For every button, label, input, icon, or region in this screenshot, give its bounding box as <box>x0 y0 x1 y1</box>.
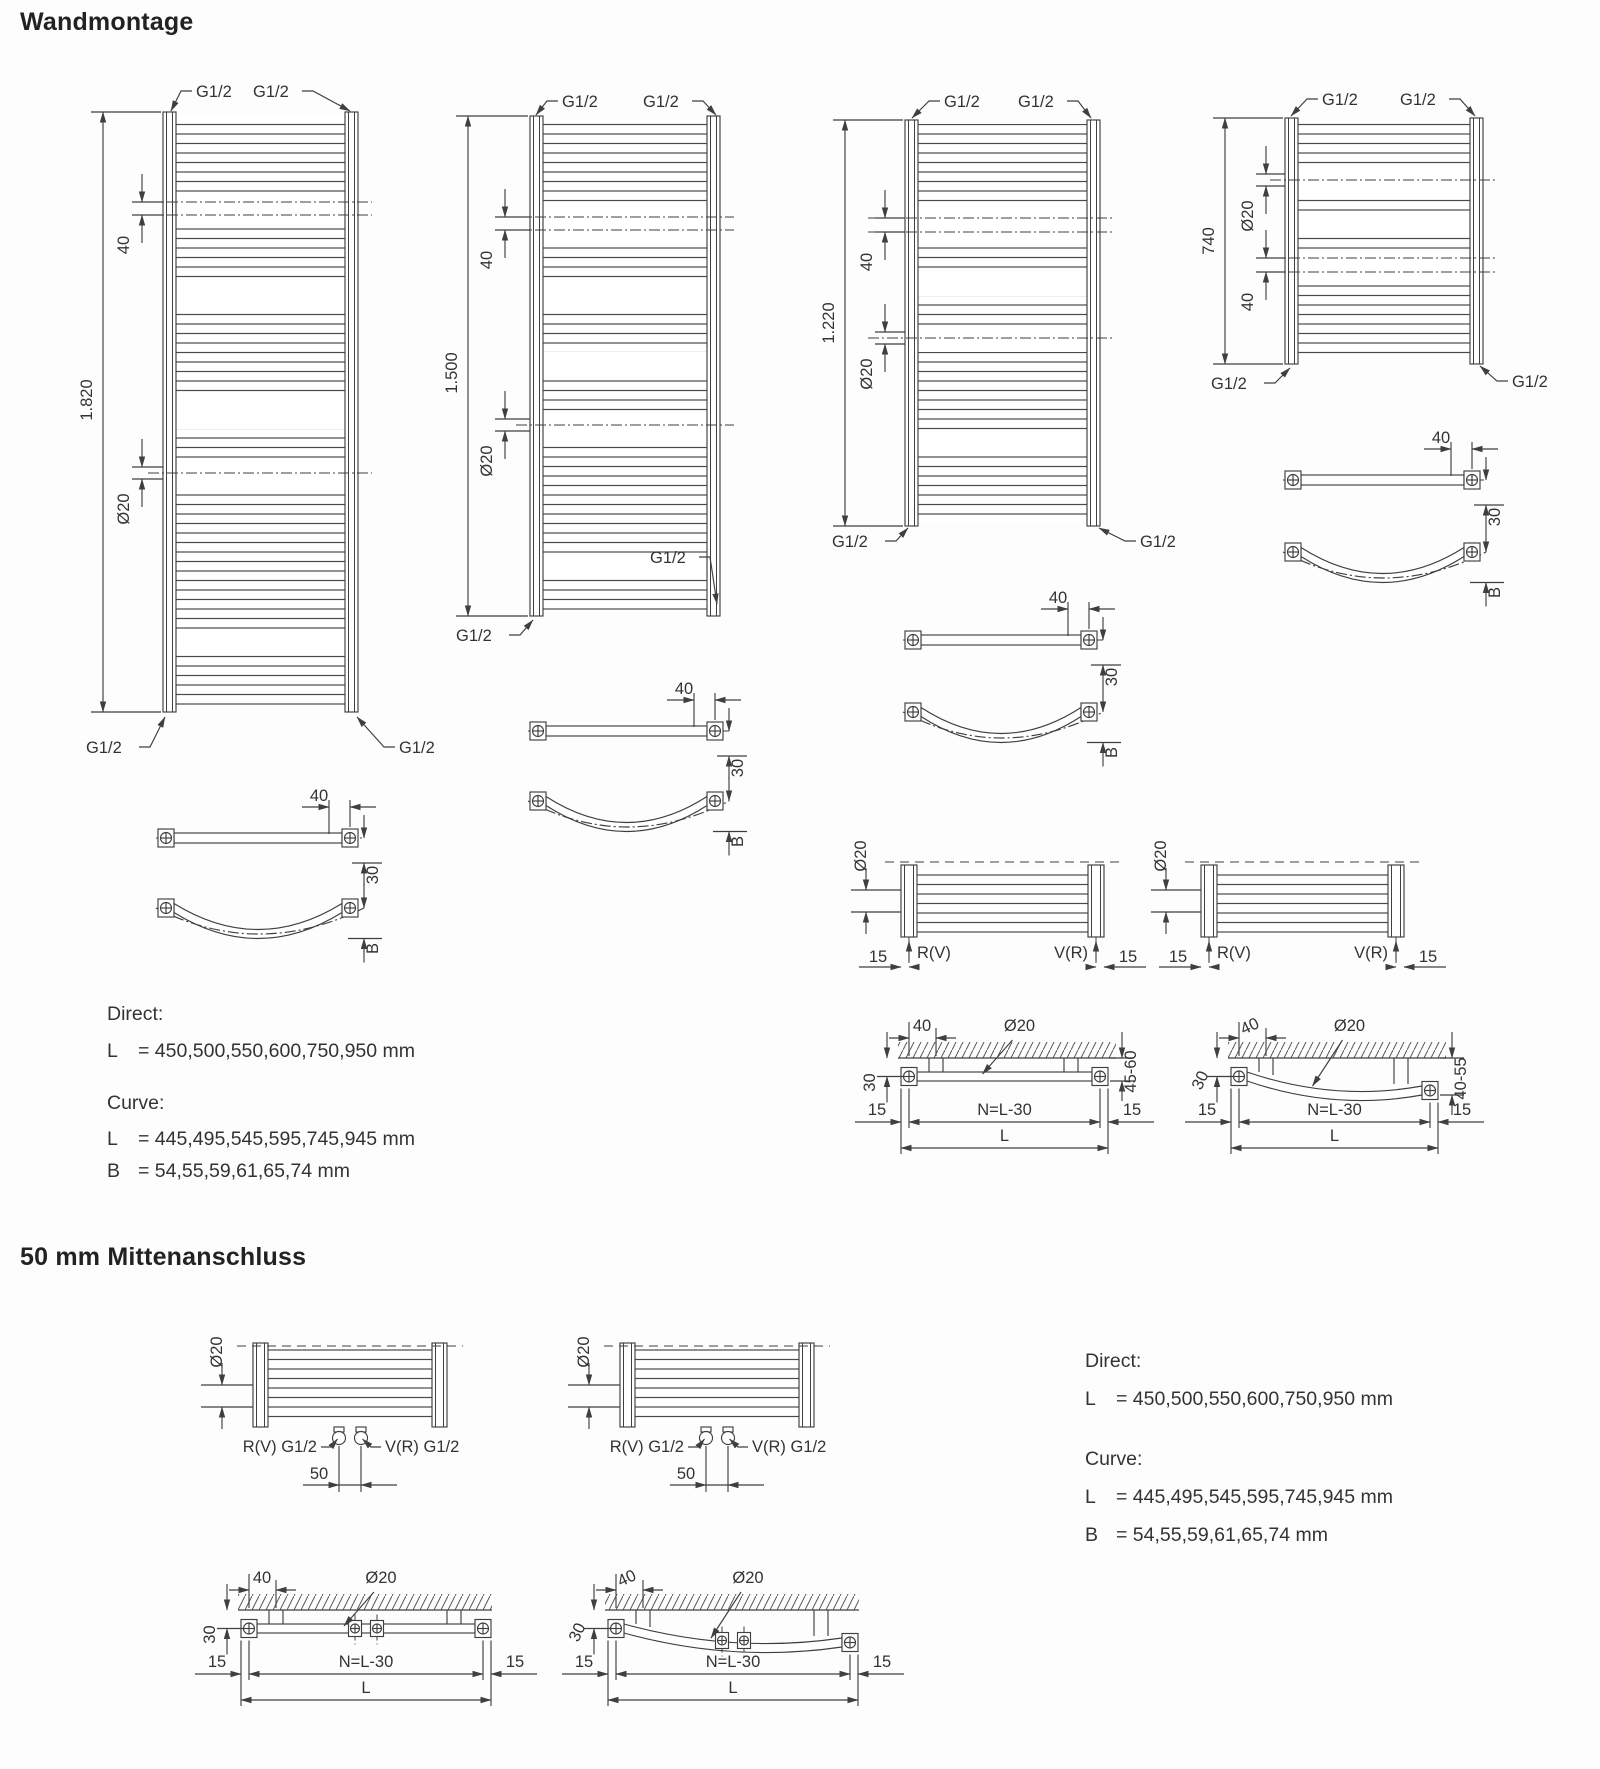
dim-label: Ø20 <box>1152 840 1170 872</box>
tube-gap <box>918 209 1087 243</box>
dim-label: 30 <box>201 1625 219 1644</box>
center-connection-side-curve <box>562 1566 904 1706</box>
return-label: R(V) <box>917 944 951 962</box>
dim-label: 15 <box>505 1653 525 1671</box>
dim-label: 15 <box>1122 1101 1142 1119</box>
spec-curve-length <box>1085 1486 1393 1509</box>
section-title-wall-mount: Wandmontage <box>20 8 194 36</box>
collector-post <box>901 865 917 937</box>
connection-label: G1/2 <box>1512 373 1548 391</box>
spec-curve-bow <box>1085 1524 1328 1547</box>
radiator-front-1820 <box>78 83 435 757</box>
collector-post <box>530 116 543 616</box>
spec-direct-title: Direct: <box>107 1003 164 1025</box>
radiator-tubes <box>1298 122 1470 360</box>
connection-label: G1/2 <box>1140 533 1176 551</box>
dim-label: 30 <box>364 865 382 885</box>
connection-label: G1/2 <box>1018 93 1054 111</box>
dim-label: 40 <box>912 1017 932 1035</box>
dim-label: Ø20 <box>1003 1017 1036 1035</box>
center-connection-top-curve <box>568 1336 830 1492</box>
connection-leader <box>1067 101 1091 118</box>
section-title-center-connection: 50 mm Mittenanschluss <box>20 1243 307 1271</box>
dim-label: 30 <box>1103 667 1121 687</box>
dim-label: Ø20 <box>478 445 496 477</box>
spec-value: = 445,495,545,595,745,945 mm <box>138 1128 416 1150</box>
collector-post <box>1470 118 1483 364</box>
connection-leader <box>139 717 165 747</box>
collector-post <box>1285 118 1298 364</box>
connection-label: G1/2 <box>944 93 980 111</box>
height-label: 1.220 <box>820 302 838 344</box>
height-label: 1.500 <box>443 352 461 394</box>
connection-label: G1/2 <box>1211 375 1247 393</box>
connection-leader <box>1291 99 1318 116</box>
length-dim-label: L <box>361 1679 371 1697</box>
spec-key: L <box>1085 1388 1096 1410</box>
connection-label: G1/2 <box>196 83 232 101</box>
tube-gap <box>543 352 707 380</box>
dim-label: Ø20 <box>852 840 870 872</box>
dim-label: 40 <box>1239 292 1257 312</box>
dim-label: 15 <box>207 1653 227 1671</box>
connection-leader <box>536 101 558 115</box>
bow-dim-label: B <box>1486 586 1504 599</box>
tube-gap <box>1298 214 1470 232</box>
collector-detail-direct <box>851 840 1146 967</box>
supply-label: V(R) <box>1054 944 1088 962</box>
pipe <box>917 1072 1092 1081</box>
collector-post <box>253 1343 268 1427</box>
tube-curved <box>921 708 1081 743</box>
bow-dim-label: B <box>729 835 747 848</box>
supply-label: V(R) <box>1354 944 1388 962</box>
center-connection-side-direct <box>195 1569 537 1706</box>
dim-label: Ø20 <box>1239 200 1257 232</box>
tube-gap <box>1298 249 1470 281</box>
side-view-curve <box>1185 1014 1484 1154</box>
radiator-tubes <box>918 124 1087 522</box>
n-dim-label: N=L-30 <box>338 1653 394 1671</box>
dim-label: Ø20 <box>858 358 876 390</box>
tube-curved <box>1301 548 1464 583</box>
collector-detail-curve <box>1151 840 1446 967</box>
dim-label: 15 <box>574 1653 594 1671</box>
tube-top-views-1820 <box>156 787 382 963</box>
connection-leader <box>1264 368 1290 383</box>
dim-label: 15 <box>868 948 888 966</box>
dim-label: 50 <box>309 1465 329 1483</box>
connection-leader <box>302 91 350 111</box>
dim-label: 15 <box>1452 1101 1472 1119</box>
connection-label: G1/2 <box>1400 91 1436 109</box>
tube-straight <box>1301 475 1464 485</box>
height-label: 1.820 <box>78 379 96 421</box>
connection-leader <box>885 528 908 541</box>
dim-label: Ø20 <box>575 1336 593 1368</box>
spec-curve-bow <box>107 1160 350 1183</box>
tube-top-views-740 <box>1283 429 1504 607</box>
tube-curved <box>174 904 342 939</box>
dim-label: Ø20 <box>732 1569 764 1587</box>
tube-top-views-1220 <box>903 589 1121 767</box>
radiator-tubes <box>635 1348 799 1422</box>
tube-curved <box>546 797 707 832</box>
connection-label: G1/2 <box>650 549 686 567</box>
tube-gap <box>176 634 345 651</box>
spec-value: = 54,55,59,61,65,74 mm <box>1116 1524 1328 1546</box>
connection-leader <box>1449 99 1475 116</box>
spec-value: = 450,500,550,600,750,950 mm <box>138 1040 416 1062</box>
radiator-front-1500 <box>443 93 734 645</box>
dim-label: 40 <box>614 1566 640 1591</box>
spec-direct-length <box>1085 1388 1393 1411</box>
tube-gap <box>918 430 1087 452</box>
spec-key: L <box>107 1040 118 1062</box>
collector-post <box>1201 865 1217 937</box>
height-label: 740 <box>1200 227 1218 255</box>
tube-gap <box>543 411 707 443</box>
dim-label: 40 <box>252 1569 272 1587</box>
tube-gap <box>176 460 345 491</box>
dim-label: 15 <box>1418 948 1438 966</box>
tube-top-views-1500 <box>528 680 747 856</box>
dim-label: 15 <box>1197 1101 1217 1119</box>
dim-label: 50 <box>676 1465 696 1483</box>
connection-leader <box>1099 528 1136 541</box>
return-connection-label: R(V) G1/2 <box>609 1438 684 1456</box>
mount-range-label: 40-55 <box>1452 1057 1470 1100</box>
n-dim-label: N=L-30 <box>977 1101 1032 1119</box>
connection-leader <box>692 101 716 115</box>
connection-label: G1/2 <box>1322 91 1358 109</box>
pipe-curved <box>1247 1072 1422 1101</box>
collector-post <box>1388 865 1404 937</box>
connection-label: G1/2 <box>643 93 679 111</box>
tube-gap <box>543 208 707 241</box>
n-dim-label: N=L-30 <box>705 1653 761 1671</box>
radiator-front-1220 <box>820 93 1176 551</box>
dim-label: 40 <box>1237 1014 1263 1039</box>
spec-direct-title: Direct: <box>1085 1350 1142 1372</box>
collector-post <box>432 1343 447 1427</box>
return-label: R(V) <box>1217 944 1251 962</box>
n-dim-label: N=L-30 <box>1307 1101 1362 1119</box>
spec-curve-title: Curve: <box>107 1092 165 1114</box>
connection-leader <box>1480 366 1508 381</box>
bow-dim-label: B <box>364 942 382 955</box>
connection-label: G1/2 <box>456 627 492 645</box>
dim-label: 40 <box>1048 589 1068 607</box>
radiator-front-740 <box>1200 91 1548 393</box>
connection-leader <box>509 620 533 635</box>
collector-post <box>905 120 918 526</box>
dim-label: 40 <box>478 250 496 270</box>
dim-label: 30 <box>1486 507 1504 527</box>
spec-key: L <box>1085 1486 1096 1508</box>
supply-connection-label: V(R) G1/2 <box>385 1438 460 1456</box>
connection-label: G1/2 <box>832 533 868 551</box>
tube-gap <box>918 330 1087 352</box>
spec-value: = 450,500,550,600,750,950 mm <box>1116 1388 1394 1410</box>
length-dim-label: L <box>999 1127 1010 1145</box>
collector-post <box>620 1343 635 1427</box>
dim-label: 15 <box>1118 948 1138 966</box>
tube-gap <box>176 281 345 311</box>
bow-dim-label: B <box>1103 746 1121 759</box>
dim-label: Ø20 <box>1333 1017 1366 1035</box>
dim-label: 40 <box>309 787 329 805</box>
connection-leader <box>357 717 395 747</box>
spec-direct-length <box>107 1040 415 1063</box>
spec-value: = 445,495,545,595,745,945 mm <box>1116 1486 1394 1508</box>
collector-post <box>799 1343 814 1427</box>
dim-label: 40 <box>858 252 876 272</box>
dim-label: 30 <box>1188 1068 1213 1093</box>
connection-label: G1/2 <box>562 93 598 111</box>
radiator-tubes <box>917 869 1088 933</box>
collector-post <box>1087 120 1100 526</box>
connection-leader <box>171 91 192 111</box>
length-dim-label: L <box>1329 1127 1340 1145</box>
dim-label: 30 <box>729 758 747 778</box>
side-view-direct <box>855 1017 1154 1154</box>
dim-label: 30 <box>565 1620 590 1645</box>
mount-range-label: 45-60 <box>1122 1050 1140 1093</box>
tube-gap <box>176 193 345 226</box>
pipe-curved <box>624 1624 842 1653</box>
dim-label: 40 <box>115 235 133 255</box>
collector-post <box>707 116 720 616</box>
spec-curve-length <box>107 1128 415 1151</box>
radiator-tubes <box>268 1348 432 1422</box>
supply-connection-label: V(R) G1/2 <box>752 1438 827 1456</box>
wall-hatch <box>1228 1042 1446 1058</box>
spec-key: B <box>1085 1524 1099 1546</box>
spec-key: B <box>107 1160 121 1182</box>
tube-straight <box>921 635 1081 645</box>
tube-gap <box>543 278 707 306</box>
dim-label: 40 <box>674 680 694 698</box>
connection-label: G1/2 <box>253 83 289 101</box>
center-connection-top-direct <box>201 1336 463 1492</box>
spec-curve-title: Curve: <box>1085 1448 1143 1470</box>
length-dim-label: L <box>728 1679 738 1697</box>
dim-label: Ø20 <box>365 1569 397 1587</box>
spec-value: = 54,55,59,61,65,74 mm <box>138 1160 350 1182</box>
connection-label: G1/2 <box>399 739 435 757</box>
dim-label: 15 <box>867 1101 887 1119</box>
dim-label: 15 <box>1168 948 1188 966</box>
connection-leader <box>912 101 940 118</box>
tube-gap <box>176 397 345 429</box>
spec-key: L <box>107 1128 118 1150</box>
collector-post <box>1088 865 1104 937</box>
return-connection-label: R(V) G1/2 <box>242 1438 317 1456</box>
dim-label: 40 <box>1431 429 1451 447</box>
radiator-tubes <box>1217 869 1388 933</box>
dim-label: 15 <box>872 1653 892 1671</box>
tube-straight <box>174 833 342 843</box>
pipe <box>257 1624 475 1633</box>
wall-hatch <box>898 1042 1116 1058</box>
dim-label: Ø20 <box>208 1336 226 1368</box>
tube-gap <box>918 270 1087 296</box>
tube-straight <box>546 726 707 736</box>
connection-label: G1/2 <box>86 739 122 757</box>
dim-label: Ø20 <box>115 493 133 525</box>
dim-label: 30 <box>861 1073 879 1092</box>
